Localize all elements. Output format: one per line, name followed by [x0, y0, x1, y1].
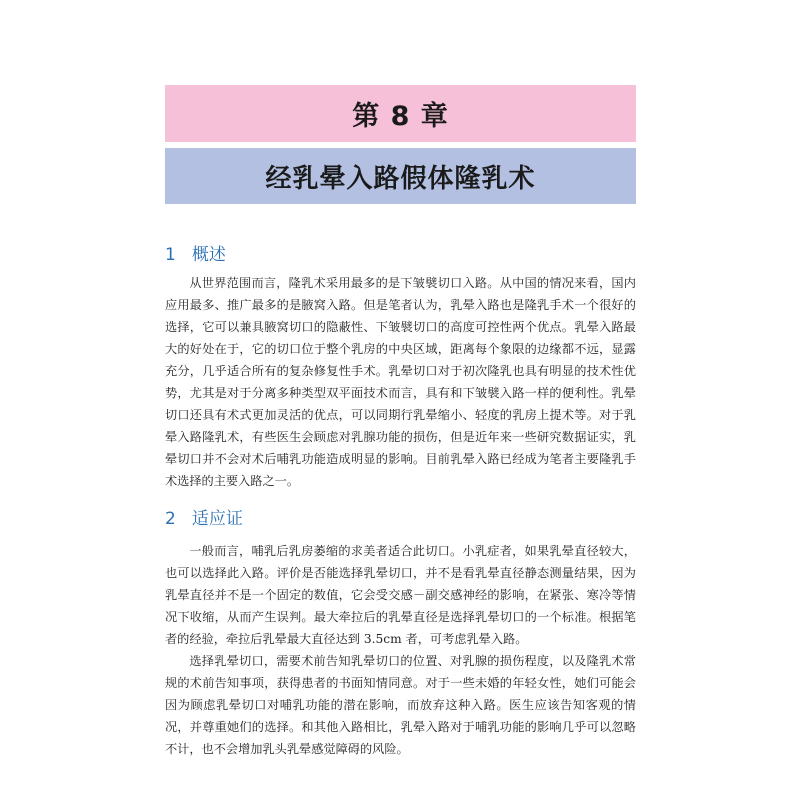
section-number: 1	[165, 245, 176, 265]
chapter-title-banner	[165, 148, 636, 204]
section-body-overview	[165, 272, 636, 492]
chapter-number: 第 8 章	[352, 101, 449, 132]
section-body-indications	[165, 540, 636, 760]
paragraph: 选择乳晕切口，需要术前告知乳晕切口的位置、对乳腺的损伤程度，以及隆乳术常规的术前告知事项，获得患者的书面知情同意。对于一些未婚的年轻女性，她们可能会因为顾虑乳晕切口对哺乳功能的潜在影响，而放弃这种入路。医生应该告知客观的情况，并尊重她们的选择。和其他入路相比，乳晕入路对于哺乳功能的影响几乎可以忽略不计，也不会增加乳头乳晕感觉障碍的风险。	[165, 654, 636, 756]
section-title: 概述	[191, 245, 226, 265]
paragraph: 从世界范围而言，隆乳术采用最多的是下皱襞切口入路。从中国的情况来看，国内应用最多、推广最多的是腋窝入路。但是笔者认为，乳晕入路也是隆乳手术一个很好的选择，它可以兼具腋窝切口的隐蔽性、下皱襞切口的高度可控性两个优点。乳晕入路最大的好处在于，它的切口位于整个乳房的中央区域，距离每个象限的边缘都不远，显露充分，几乎适合所有的复杂修复性手术。乳晕切口对于初次隆乳也具有明显的技术性优势，尤其是对于分离多种类型双平面技术而言，具有和下皱襞入路一样的便利性。乳晕切口还具有术式更加灵活的优点，可以同期行乳晕缩小、轻度的乳房上提术等。对于乳晕入路隆乳术，有些医生会顾虑对乳腺功能的损伤，但是近年来一些研究数据证实，乳晕切口并不会对术后哺乳功能造成明显的影响。目前乳晕入路已经成为笔者主要隆乳手术选择的主要入路之一。	[165, 276, 636, 488]
paragraph: 一般而言，哺乳后乳房萎缩的求美者适合此切口。小乳症者，如果乳晕直径较大，也可以选择此入路。评价是否能选择乳晕切口，并不是看乳晕直径静态测量结果，因为乳晕直径并不是一个固定的数值，它会受交感－副交感神经的影响，在紧张、寒冷等情况下收缩，从而产生误判。最大牵拉后的乳晕直径是选择乳晕切口的一个标准。根据笔者的经验，牵拉后乳晕最大直径达到 3.5cm 者，可考虑乳晕入路。	[165, 544, 636, 646]
section-title: 适应证	[191, 509, 243, 529]
chapter-number-banner	[165, 85, 636, 142]
section-heading-overview	[165, 240, 226, 265]
chapter-title: 经乳晕入路假体隆乳术	[265, 163, 536, 194]
section-number: 2	[165, 509, 176, 529]
section-heading-indications	[165, 504, 243, 529]
